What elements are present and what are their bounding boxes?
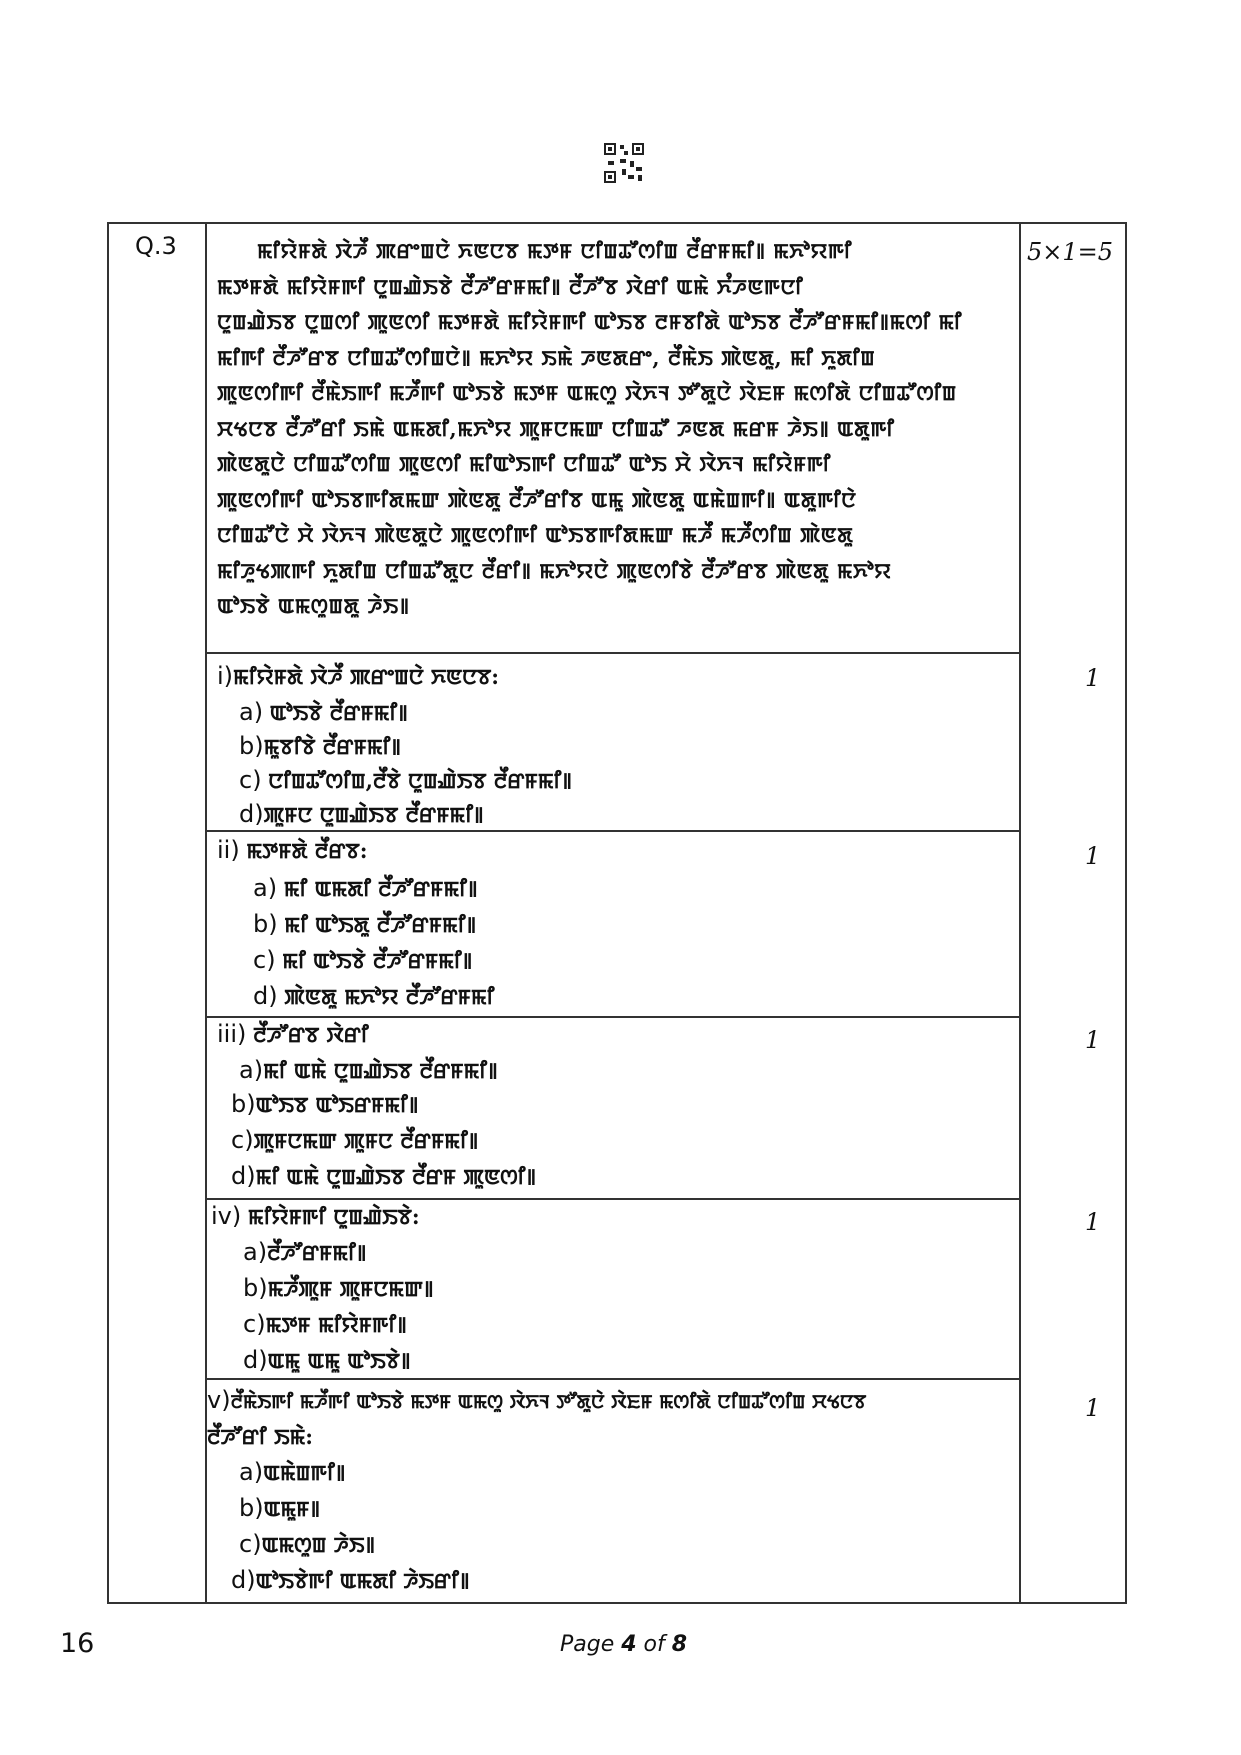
option-d	[239, 800, 484, 829]
subquestion-label: iv)	[211, 1202, 242, 1230]
subquestion-stem: ꯃꯤꯌꯥꯝꯒꯤ ꯅꯨꯡꯉꯥꯏꯕꯥ:	[247, 1204, 420, 1229]
option-label: c)	[239, 766, 262, 794]
option-label: d)	[243, 1346, 268, 1374]
subquestion-5-stem-continued	[207, 1422, 313, 1451]
subquestion-5	[207, 1386, 866, 1415]
question-table	[107, 222, 1127, 1604]
subquestion-stem: ꯂꯩꯍꯧꯔꯕ ꯋꯥꯔꯤ	[253, 1022, 369, 1047]
subquestion-4	[211, 1202, 420, 1231]
option-label: a)	[239, 698, 264, 726]
option-label: c)	[243, 1310, 266, 1338]
option-a	[253, 874, 477, 903]
option-label: b)	[239, 732, 264, 760]
option-text: ꯄꯥꯟꯗꯨ ꯃꯈꯣꯌ ꯂꯩꯍꯧꯔꯝꯃꯤ	[284, 984, 495, 1009]
option-label: b)	[231, 1090, 256, 1118]
page-label: Page	[560, 1632, 622, 1657]
subquestion-stem: ꯃꯇꯝꯗꯥ ꯂꯩꯔꯕ:	[246, 838, 368, 863]
subquestion-stem: ꯂꯩꯃꯥꯏꯒꯤ ꯃꯍꯩꯒꯤ ꯑꯣꯏꯕꯥ ꯃꯇꯝ ꯑꯃꯁꯨ ꯋꯥꯈꯜ ꯇꯧꯗꯨꯅꯥ ꯋꯥꯐꯝ ꯃꯁꯤꯗꯥ ꯅꯤꯡꯊꯧꯁꯤꯡ ꯆꯠꯅꯕ	[230, 1391, 867, 1413]
option-a	[239, 698, 408, 727]
option-text: ꯑꯃꯨ ꯑꯃꯨ ꯑꯣꯏꯕꯥ꯫	[267, 1348, 411, 1373]
option-text: ꯂꯩꯍꯧꯔꯝꯃꯤ꯫	[267, 1240, 367, 1265]
option-c	[239, 1530, 375, 1559]
page-number	[560, 1632, 687, 1657]
option-d	[231, 1566, 469, 1595]
subquestion-mark: 1	[1085, 842, 1101, 870]
page-current: 4	[621, 1632, 637, 1657]
passage-line: ꯄꯨꯟꯁꯤꯒꯤ ꯂꯩꯃꯥꯏꯒꯤ ꯃꯍꯩꯒꯤ ꯑꯣꯏꯕꯥ ꯃꯇꯝ ꯑꯃꯁꯨ ꯋꯥꯈꯜ ꯇꯧꯗꯨꯅꯥ ꯋꯥꯐꯝ ꯃꯁꯤꯗꯥ ꯅꯤꯡꯊꯧꯁꯤꯡ	[217, 381, 957, 405]
subquestion-label: v)	[207, 1386, 231, 1414]
option-text: ꯃꯇꯝ ꯃꯤꯌꯥꯝꯒꯤ꯫	[265, 1312, 407, 1337]
option-c	[231, 1126, 478, 1155]
option-b	[231, 1090, 418, 1119]
option-label: b)	[243, 1274, 268, 1302]
passage-line: ꯅꯨꯡꯉꯥꯏꯕ ꯅꯨꯡꯁꯤ ꯄꯨꯟꯁꯤ ꯃꯇꯝꯗꯥ ꯃꯤꯌꯥꯝꯒꯤ ꯑꯣꯏꯕ ꯂꯝꯕꯤꯗꯥ ꯑꯣꯏꯕ ꯂꯩꯍꯧꯔꯝꯃꯤ꯫ꯃꯁꯤ ꯃꯤ	[217, 310, 963, 334]
option-label: c)	[239, 1530, 262, 1558]
option-label: d)	[253, 982, 278, 1010]
subquestion-2	[217, 836, 367, 865]
option-label: d)	[231, 1162, 256, 1190]
option-c	[243, 1310, 407, 1339]
passage-line: ꯑꯣꯏꯕꯥ ꯑꯃꯁꯨꯡꯗꯨ ꯍꯥꯏ꯫	[217, 594, 410, 618]
option-label: a)	[253, 874, 278, 902]
subquestion-stem: ꯃꯤꯌꯥꯝꯗꯥ ꯋꯥꯍꯩ ꯄꯔꯦꯡꯅꯥ ꯈꯟꯅꯕ:	[233, 664, 500, 689]
option-label: a)	[239, 1458, 264, 1486]
page-of: of	[636, 1632, 672, 1657]
qr-code-icon	[604, 143, 644, 183]
subquestion-stem: ꯂꯩꯍꯧꯔꯤ ꯏꯃꯥ:	[207, 1424, 314, 1449]
subquestion-mark: 1	[1085, 1026, 1101, 1054]
option-text: ꯃꯤ ꯑꯃꯥ ꯅꯨꯡꯉꯥꯏꯕ ꯂꯩꯔꯝꯃꯤ꯫	[263, 1058, 498, 1083]
option-label: c)	[231, 1126, 254, 1154]
passage	[217, 234, 992, 625]
subquestion-1	[217, 662, 499, 691]
option-text: ꯃꯤ ꯑꯣꯏꯕꯥ ꯂꯩꯍꯧꯔꯝꯃꯤ꯫	[282, 948, 473, 973]
passage-line: ꯅꯤꯡꯊꯧꯅꯥ ꯆꯥ ꯋꯥꯈꯜ ꯄꯥꯟꯗꯨꯅꯥ ꯄꯨꯟꯁꯤꯒꯤ ꯑꯣꯏꯕꯒꯤꯗꯃꯛ ꯃꯍꯩ ꯃꯍꯩꯁꯤꯡ ꯄꯥꯟꯗꯨ	[217, 523, 854, 547]
question-number: Q.3	[135, 232, 177, 260]
option-label: d)	[239, 800, 264, 828]
option-text: ꯃꯤ ꯑꯃꯥ ꯅꯨꯡꯉꯥꯏꯕ ꯂꯩꯔꯝ ꯄꯨꯟꯁꯤ꯫	[255, 1164, 537, 1189]
option-c	[253, 946, 472, 975]
option-text: ꯃꯤ ꯑꯃꯗꯤ ꯂꯩꯍꯧꯔꯝꯃꯤ꯫	[283, 876, 478, 901]
option-d	[231, 1162, 536, 1191]
option-text: ꯑꯃꯥꯡꯒꯤ꯫	[263, 1460, 346, 1485]
option-text: ꯄꯨꯝꯅ ꯅꯨꯡꯉꯥꯏꯕ ꯂꯩꯔꯝꯃꯤ꯫	[263, 802, 484, 827]
passage-line: ꯄꯨꯟꯁꯤꯒꯤ ꯑꯣꯏꯕꯒꯤꯗꯃꯛ ꯄꯥꯟꯗꯨ ꯂꯩꯍꯧꯔꯤꯕ ꯑꯃꯨ ꯄꯥꯟꯗꯨ ꯑꯃꯥꯡꯒꯤ꯫ ꯑꯗꯨꯒꯤꯅꯥ	[217, 487, 857, 512]
option-c	[239, 766, 572, 795]
subquestion-mark: 1	[1085, 1208, 1101, 1236]
option-text: ꯃꯍꯩꯄꯨꯝ ꯄꯨꯝꯅꯃꯛ꯫	[267, 1276, 434, 1301]
passage-line: ꯃꯤꯌꯥꯝꯗꯥ ꯋꯥꯍꯩ ꯄꯔꯦꯡꯅꯥ ꯈꯟꯅꯕ ꯃꯇꯝ ꯅꯤꯡꯊꯧꯁꯤꯡ ꯂꯩꯔꯝꯃꯤ꯫ ꯃꯈꯣꯌꯒꯤ	[257, 239, 853, 263]
subquestion-mark: 1	[1085, 664, 1101, 692]
option-label: a)	[239, 1056, 264, 1084]
option-text: ꯃꯨꯕꯤꯕꯥ ꯂꯩꯔꯝꯃꯤ꯫	[263, 734, 401, 759]
option-text: ꯑꯣꯏꯕꯥꯒꯤ ꯑꯃꯗꯤ ꯍꯥꯏꯔꯤ꯫	[255, 1568, 470, 1593]
option-d	[253, 982, 494, 1011]
option-text: ꯑꯣꯏꯕꯥ ꯂꯩꯔꯝꯃꯤ꯫	[269, 700, 408, 725]
subquestion-3	[217, 1020, 369, 1049]
subquestion-label: iii)	[217, 1020, 247, 1048]
option-b	[253, 910, 476, 939]
subquestion-label: i)	[217, 662, 234, 690]
option-d	[243, 1346, 410, 1375]
option-b	[239, 732, 401, 761]
option-text: ꯑꯣꯏꯕ ꯑꯣꯏꯔꯝꯃꯤ꯫	[255, 1092, 419, 1117]
subquestion-label: ii)	[217, 836, 240, 864]
option-label: d)	[231, 1566, 256, 1594]
passage-line: ꯃꯤꯒꯤ ꯂꯩꯍꯧꯔꯕ ꯅꯤꯡꯊꯧꯁꯤꯡꯅꯥ꯫ ꯃꯈꯣꯌ ꯏꯃꯥ ꯍꯟꯗꯔꯦ, ꯂꯩꯃꯥꯏ ꯄꯥꯟꯗꯨ, ꯃꯤ ꯈꯨꯗꯤꯡ	[217, 345, 876, 370]
page-code: 16	[60, 1628, 95, 1659]
option-a	[239, 1056, 498, 1085]
passage-line: ꯆꯠꯅꯕ ꯂꯩꯍꯧꯔꯤ ꯏꯃꯥ ꯑꯃꯗꯤ,ꯃꯈꯣꯌ ꯄꯨꯝꯅꯃꯛ ꯅꯤꯡꯊꯧ ꯍꯟꯗ ꯃꯔꯝ ꯍꯥꯏ꯫ ꯑꯗꯨꯒꯤ	[217, 416, 895, 441]
option-b	[239, 1494, 320, 1523]
option-label: b)	[239, 1494, 264, 1522]
option-text: ꯅꯤꯡꯊꯧꯁꯤꯡ,ꯂꯩꯕꯥ ꯅꯨꯡꯉꯥꯏꯕ ꯂꯩꯔꯝꯃꯤ꯫	[268, 768, 572, 793]
passage-line: ꯄꯥꯟꯗꯨꯅꯥ ꯅꯤꯡꯊꯧꯁꯤꯡ ꯄꯨꯟꯁꯤ ꯃꯤꯑꯣꯏꯒꯤ ꯅꯤꯡꯊꯧ ꯑꯣꯏ ꯆꯥ ꯋꯥꯈꯜ ꯃꯤꯌꯥꯝꯒꯤ	[217, 452, 831, 476]
subquestion-mark: 1	[1085, 1394, 1101, 1422]
option-text: ꯑꯃꯨꯝ꯫	[263, 1496, 320, 1521]
page-total: 8	[671, 1632, 688, 1657]
option-text: ꯃꯤ ꯑꯣꯏꯗꯨ ꯂꯩꯍꯧꯔꯝꯃꯤ꯫	[284, 912, 477, 937]
option-label: a)	[243, 1238, 268, 1266]
option-label: c)	[253, 946, 276, 974]
passage-line: ꯃꯤꯍꯨꯠꯄꯒꯤ ꯈꯨꯗꯤꯡ ꯅꯤꯡꯊꯧꯗꯨꯅ ꯂꯩꯔꯤ꯫ ꯃꯈꯣꯌꯅꯥ ꯄꯨꯟꯁꯤꯕꯥ ꯂꯩꯍꯧꯔꯕ ꯄꯥꯟꯗꯨ ꯃꯈꯣꯌ	[217, 558, 892, 583]
option-text: ꯑꯃꯁꯨꯡ ꯍꯥꯏ꯫	[261, 1532, 376, 1557]
option-a	[243, 1238, 366, 1267]
total-marks: 5×1=5	[1027, 238, 1114, 266]
option-b	[243, 1274, 434, 1303]
option-label: b)	[253, 910, 278, 938]
option-a	[239, 1458, 345, 1487]
passage-line: ꯃꯇꯝꯗꯥ ꯃꯤꯌꯥꯝꯒꯤ ꯅꯨꯡꯉꯥꯏꯕꯥ ꯂꯩꯍꯧꯔꯝꯃꯤ꯫ ꯂꯩꯍꯧꯕ ꯋꯥꯔꯤ ꯑꯃꯥ ꯈꯪꯍꯟꯒꯅꯤ	[217, 274, 804, 299]
option-text: ꯄꯨꯝꯅꯃꯛ ꯄꯨꯝꯅ ꯂꯩꯔꯝꯃꯤ꯫	[253, 1128, 479, 1153]
